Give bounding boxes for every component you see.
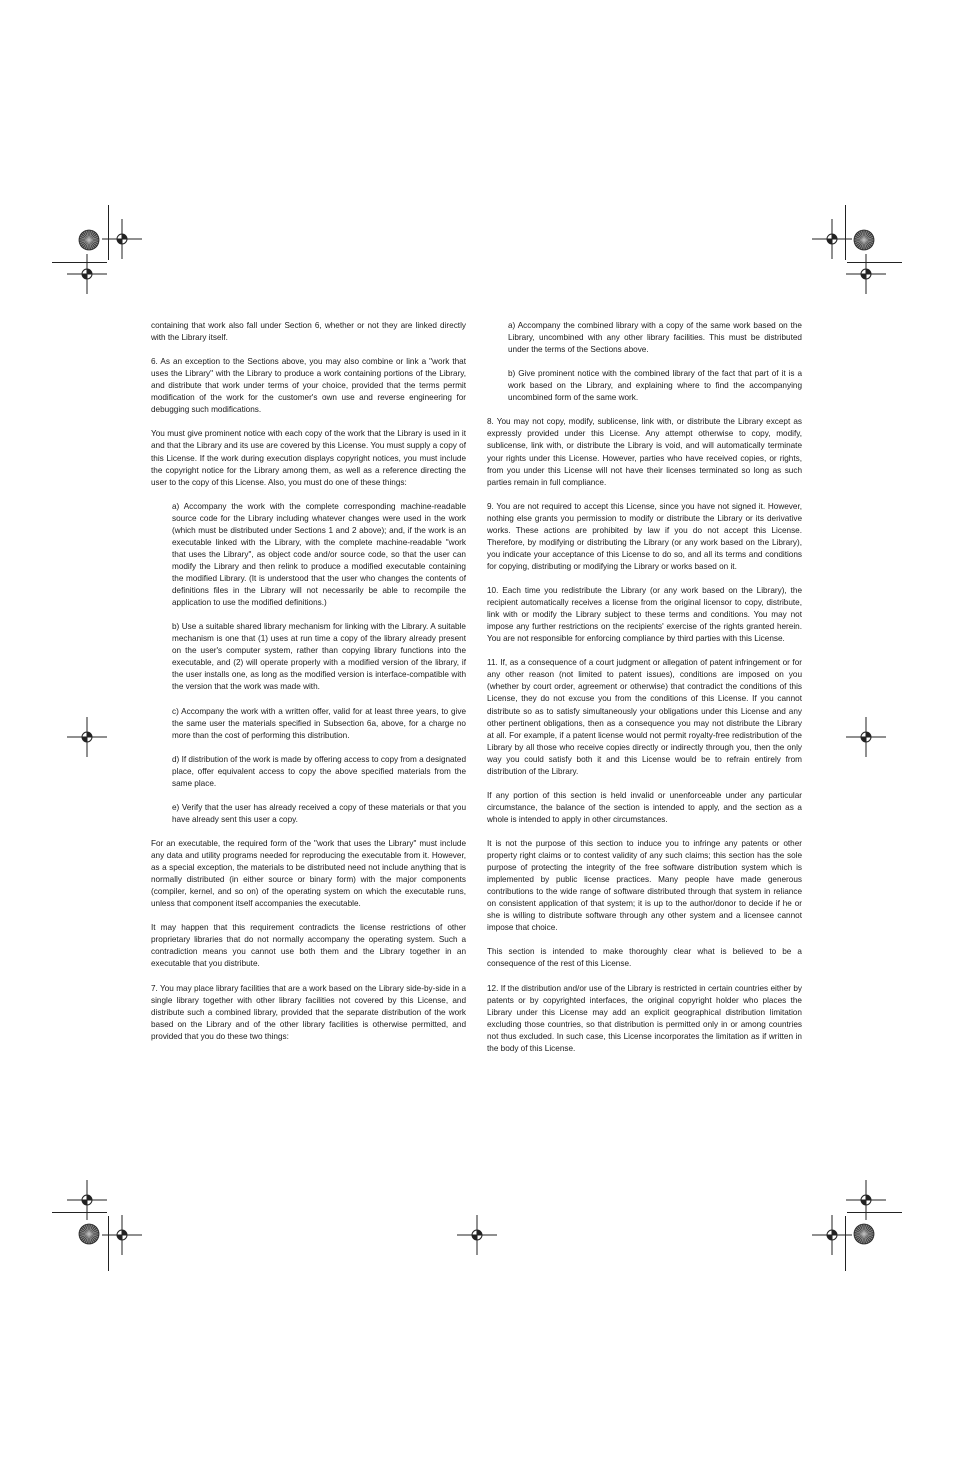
color-disc-icon xyxy=(853,229,875,251)
right-column xyxy=(487,320,802,1067)
registration-crosshair-icon xyxy=(844,715,888,759)
license-paragraph: containing that work also fall under Section 6, whether or not they are linked directly with the Library itself. xyxy=(151,321,466,343)
license-paragraph: 9. You are not required to accept this License, since you have not signed it. However, nothing else grants you permission to modify or distribute the Library or its derivative works. These actions are prohibited by law if you do not accept this License. Therefore, by modifying or distributing the Library (or any work based on the Library), you indicate your acceptance of this License to do so, and all its terms and conditions for copying, distributing or modifying the Library or works based on it. xyxy=(487,501,802,571)
license-paragraph: b) Give prominent notice with the combined library of the fact that part of it is a work based on the Library, and explaining where to find the accompanying uncombined form of the same work. xyxy=(508,369,802,403)
license-paragraph: You must give prominent notice with each copy of the work that the Library is used in it and that the Library and its use are covered by this License. You must supply a copy of this License. If the work during execution displays copyright notices, you must include the copyright notice for the Library among them, as well as a reference directing the user to the copy of this License. Also, you must do one of these things: xyxy=(151,429,466,487)
license-paragraph: 7. You may place library facilities that are a work based on the Library side-by-side in a single library together with other library facilities not covered by this License, and distribute such a combined library, provided that the separate distribution of the work based on the Library and of the other library facilities is otherwise permitted, and provided that you do these two things: xyxy=(151,983,466,1041)
registration-crosshair-icon xyxy=(810,1213,854,1257)
registration-crosshair-icon xyxy=(844,252,888,296)
color-disc-icon xyxy=(78,1223,100,1245)
license-paragraph: If any portion of this section is held invalid or unenforceable under any particular circumstance, the balance of the section is intended to apply, and the section as a whole is intended to apply in other circumstances. xyxy=(487,790,802,824)
license-paragraph: It may happen that this requirement contradicts the license restrictions of other proprietary libraries that do not normally accompany the operating system. Such a contradiction means you cannot use both them and the Library together in an executable that you distribute. xyxy=(151,923,466,969)
registration-crosshair-icon xyxy=(65,715,109,759)
registration-crosshair-icon xyxy=(100,1213,144,1257)
license-paragraph: d) If distribution of the work is made by offering access to copy from a designated place, offer equivalent access to copy the above specified materials from the same place. xyxy=(172,754,466,788)
registration-crosshair-icon xyxy=(65,252,109,296)
license-paragraph: e) Verify that the user has already received a copy of these materials or that you have already sent this user a copy. xyxy=(172,802,466,824)
left-column xyxy=(151,320,466,1055)
license-paragraph: 8. You may not copy, modify, sublicense, link with, or distribute the Library except as expressly provided under this License. Any attempt otherwise to copy, modify, sublicense, link with, or distribute the Library is void, and will automatically terminate your rights under this License. However, parties who have received copies, or rights, from you under this License will not have their licenses terminated so long as such parties remain in full compliance. xyxy=(487,417,802,487)
license-paragraph: c) Accompany the work with a written offer, valid for at least three years, to give the same user the materials specified in Subsection 6a, above, for a charge no more than the cost of performing this distribution. xyxy=(172,706,466,740)
license-paragraph: a) Accompany the work with the complete corresponding machine-readable source code for the Library including whatever changes were used in the work (which must be distributed under Sections 1 and 2 above); and, if the work is an executable linked with the Library, with the complete machine-readable "work that uses the Library", as object code and/or source code, so that the user can modify the Library and then relink to produce a modified executable containing the modified Library. (It is understood that the user who changes the contents of definitions files in the Library will not necessarily be able to recompile the application to use the modified definitions.) xyxy=(172,501,466,608)
license-paragraph: 10. Each time you redistribute the Library (or any work based on the Library), the recipient automatically receives a license from the original licensor to copy, distribute, link with or modify the Library subject to these terms and conditions. You may not impose any further restrictions on the recipients' exercise of the rights granted herein. You are not responsible for enforcing compliance by third parties with this License. xyxy=(487,586,802,644)
color-disc-icon xyxy=(853,1223,875,1245)
license-paragraph: a) Accompany the combined library with a copy of the same work based on the Library, uncombined with any other library facilities. This must be distributed under the terms of the Sections above. xyxy=(508,321,802,355)
registration-crosshair-icon xyxy=(455,1213,499,1257)
color-disc-icon xyxy=(78,229,100,251)
license-paragraph: It is not the purpose of this section to induce you to infringe any patents or other property right claims or to contest validity of any such claims; this section has the sole purpose of protecting the integrity of the free software distribution system which is implemented by public license practices. Many people have made generous contributions to the wide range of software distributed through that system in reliance on consistent application of that system; it is up to the author/donor to decide if he or she is willing to distribute software through any other system and a licensee cannot impose that choice. xyxy=(487,839,802,933)
license-paragraph: 11. If, as a consequence of a court judgment or allegation of patent infringement or for any other reason (not limited to patent issues), conditions are imposed on you (whether by court order, agreement or otherwise) that contradict the conditions of this License, they do not excuse you from the conditions of this License. If you cannot distribute so as to satisfy simultaneously your obligations under this License and any other pertinent obligations, then as a consequence you may not distribute the Library at all. For example, if a patent license would not permit royalty-free redistribution of the Library by all those who receive copies directly or indirectly through you, then the only way you could satisfy both it and this License would be to refrain entirely from distribution of the Library. xyxy=(487,658,802,776)
license-paragraph: This section is intended to make thoroughly clear what is believed to be a consequence of the rest of this License. xyxy=(487,947,802,969)
license-paragraph: For an executable, the required form of the "work that uses the Library" must include any data and utility programs needed for reproducing the executable from it. However, as a special exception, the materials to be distributed need not include anything that is normally distributed (in either source or binary form) with the major components (compiler, kernel, and so on) of the operating system on which the executable runs, unless that component itself accompanies the executable. xyxy=(151,839,466,909)
license-paragraph: 6. As an exception to the Sections above, you may also combine or link a "work that uses the Library" with the Library to produce a work containing portions of the Library, and distribute that work under terms of your choice, provided that the terms permit modification of the work for the customer's own use and reverse engineering for debugging such modifications. xyxy=(151,357,466,415)
license-paragraph: b) Use a suitable shared library mechanism for linking with the Library. A suitable mechanism is one that (1) uses at run time a copy of the library already present on the user's computer system, rather than copying library functions into the executable, and (2) will operate properly with a modified version of the library, if the user installs one, as long as the modified version is interface-compatible with the version that the work was made with. xyxy=(172,622,466,692)
license-paragraph: 12. If the distribution and/or use of the Library is restricted in certain countries either by patents or by copyrighted interfaces, the original copyright holder who places the Library under this License may add an explicit geographical distribution limitation excluding those countries, so that distribution is permitted only in or among countries not thus excluded. In such case, this License incorporates the limitation as if written in the body of this License. xyxy=(487,983,802,1053)
